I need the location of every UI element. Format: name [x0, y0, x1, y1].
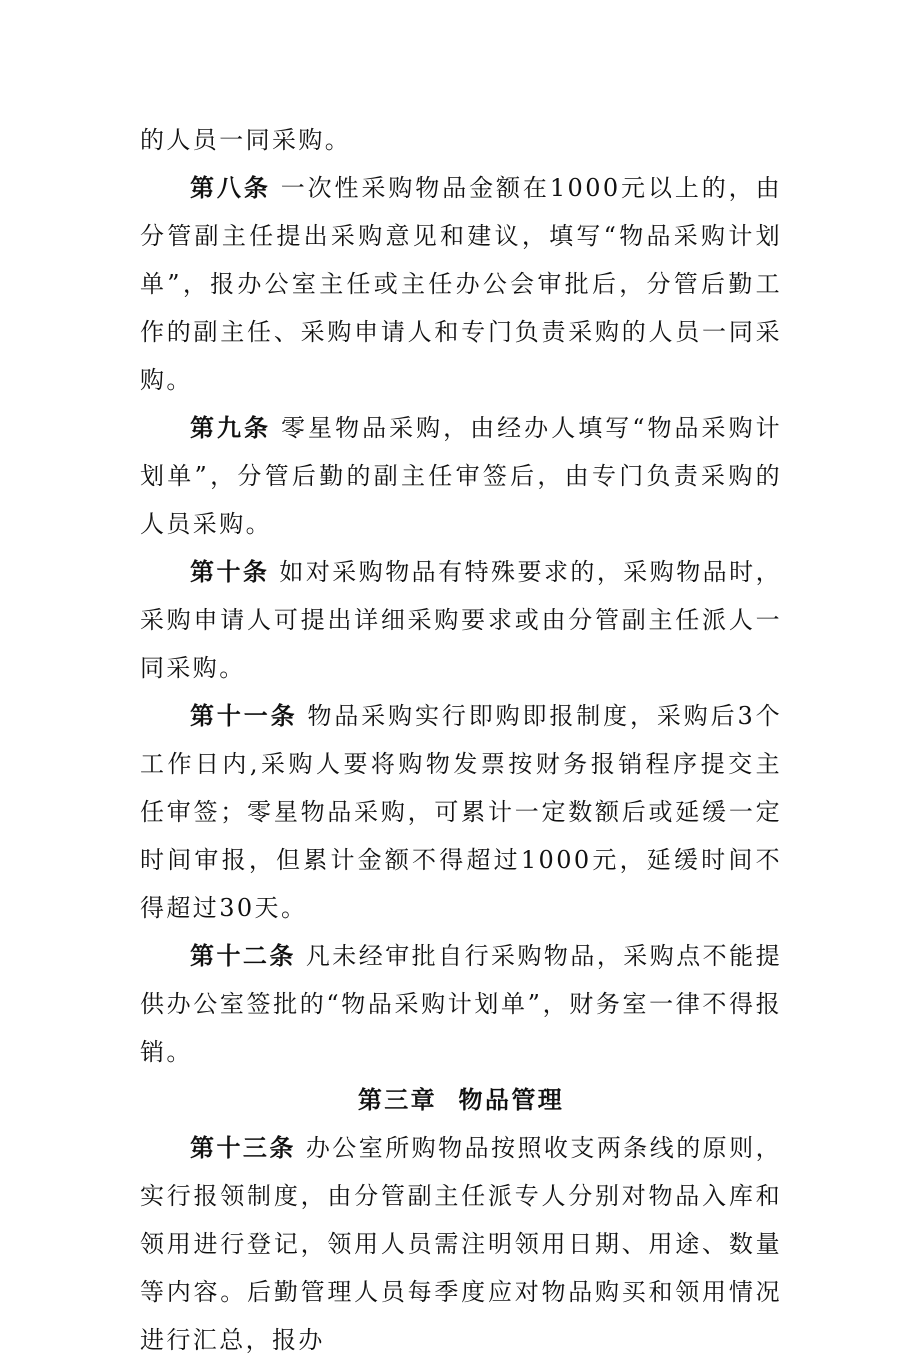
article-12 [140, 932, 782, 1076]
article-text: 凡未经审批自行采购物品，采购点不能提供办公室签批的“物品采购计划单”，财务室一律不得报销。 [140, 942, 782, 1066]
article-label: 第九条 [190, 414, 272, 442]
article-9 [140, 404, 782, 548]
article-label: 第十一条 [190, 702, 298, 730]
article-text: 零星物品采购，由经办人填写“物品采购计划单”，分管后勤的副主任审签后，由专门负责采购的人员采购。 [140, 414, 782, 538]
article-13 [140, 1124, 782, 1364]
article-text: 如对采购物品有特殊要求的，采购物品时，采购申请人可提出详细采购要求或由分管副主任派人一同采购。 [140, 558, 782, 682]
article-text: 办公室所购物品按照收支两条线的原则，实行报领制度，由分管副主任派专人分别对物品入库和领用进行登记，领用人员需注明领用日期、用途、数量等内容。后勤管理人员每季度应对物品购买和领用情况进行汇总，报办 [140, 1134, 782, 1354]
article-label: 第十二条 [190, 942, 296, 970]
document-body [140, 116, 782, 1364]
article-10 [140, 548, 782, 692]
article-label: 第十三条 [190, 1134, 296, 1162]
article-11 [140, 692, 782, 932]
continued-paragraph: 的人员一同采购。 [140, 126, 352, 154]
article-text: 一次性采购物品金额在1000元以上的，由分管副主任提出采购意见和建议，填写“物品采购计划单”，报办公室主任或主任办公会审批后，分管后勤工作的副主任、采购申请人和专门负责采购的人员一同采购。 [140, 174, 782, 394]
article-text: 物品采购实行即购即报制度，采购后3个工作日内,采购人要将购物发票按财务报销程序提交主任审签；零星物品采购，可累计一定数额后或延缓一定时间审报，但累计金额不得超过1000元，延缓时间不得超过30天。 [140, 702, 783, 922]
article-8 [140, 164, 782, 404]
article-label: 第十条 [190, 558, 270, 586]
article-label: 第八条 [190, 174, 271, 202]
chapter-heading: 第三章 物品管理 [357, 1086, 565, 1114]
